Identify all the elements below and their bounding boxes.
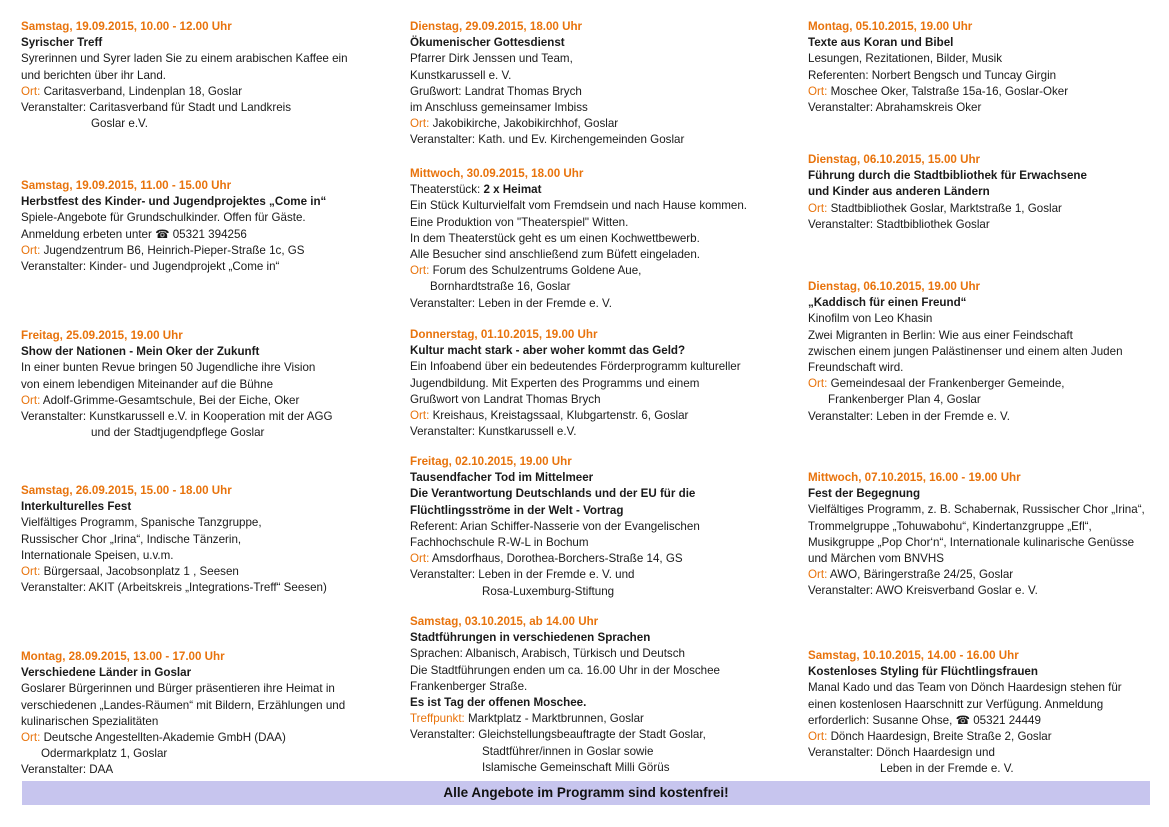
event-location: Ort: Caritasverband, Lindenplan 18, Goslar: [21, 84, 243, 98]
event-fest-der-begegnung: [808, 470, 1153, 600]
location-label: Ort:: [808, 568, 828, 582]
event-organizer: Veranstalter: Leben in der Fremde e. V.: [808, 409, 1010, 423]
event-desc: Grußwort von Landrat Thomas Brych: [410, 392, 601, 406]
event-organizer: Veranstalter: Dönch Haardesign und: [808, 746, 995, 760]
event-location: Ort: Deutsche Angestellten-Akademie GmbH (DAA): [21, 731, 286, 745]
event-desc: Kinofilm von Leo Khasin: [808, 312, 933, 326]
event-title: Texte aus Koran und Bibel: [808, 36, 954, 50]
event-date: Montag, 05.10.2015, 19.00 Uhr: [808, 20, 973, 33]
event-syrischer-treff: [21, 19, 371, 132]
event-date: Montag, 28.09.2015, 13.00 - 17.00 Uhr: [21, 650, 225, 663]
event-organizer: Veranstalter: Abrahamskreis Oker: [808, 101, 982, 115]
event-show-der-nationen: [21, 328, 371, 441]
event-subtitle: Die Verantwortung Deutschlands und der EU für die: [410, 487, 696, 501]
event-desc: im Anschluss gemeinsamer Imbiss: [410, 101, 588, 115]
location-label: Ort:: [808, 377, 828, 391]
event-date: Samstag, 03.10.2015, ab 14.00 Uhr: [410, 615, 599, 628]
event-location: Ort: Forum des Schulzentrums Goldene Aue,: [410, 264, 642, 278]
event-organizer-cont: Rosa-Luxemburg-Stiftung: [482, 584, 615, 598]
event-desc: und Märchen vom BNVHS: [808, 552, 944, 566]
event-desc: von einem lebendigen Miteinander auf die Bühne: [21, 377, 274, 391]
event-herbstfest: [21, 178, 371, 275]
event-gottesdienst: [410, 19, 780, 149]
event-organizer: Veranstalter: AKIT (Arbeitskreis „Integrations-Treff“ Seesen): [21, 581, 327, 595]
event-location: Ort: Gemeindesaal der Frankenberger Gemeinde,: [808, 377, 1065, 391]
event-organizer: Veranstalter: Kath. und Ev. Kirchengemeinden Goslar: [410, 133, 685, 147]
event-desc: Pfarrer Dirk Jenssen und Team,: [410, 52, 573, 66]
event-desc: Syrerinnen und Syrer laden Sie zu einem arabischen Kaffee ein: [21, 52, 348, 66]
event-organizer: Veranstalter: Leben in der Fremde e. V. und: [410, 568, 635, 582]
event-desc: In einer bunten Revue bringen 50 Jugendliche ihre Vision: [21, 361, 316, 375]
event-desc: Freundschaft wird.: [808, 361, 904, 375]
event-location: Ort: Stadtbibliothek Goslar, Marktstraße 1, Goslar: [808, 201, 1062, 215]
event-organizer: Veranstalter: Kunstkarussell e.V. in Kooperation mit der AGG: [21, 410, 333, 424]
event-title: Syrischer Treff: [21, 36, 103, 50]
location-label: Ort:: [808, 730, 828, 744]
location-label: Ort:: [21, 243, 41, 257]
event-location-cont: Bornhardtstraße 16, Goslar: [430, 280, 571, 294]
event-desc: Russischer Chor „Irina“, Indische Tänzerin,: [21, 532, 242, 546]
event-organizer-cont: und der Stadtjugendpflege Goslar: [91, 426, 265, 440]
location-label: Ort:: [808, 84, 828, 98]
event-desc: Eine Produktion von "Theaterspiel" Witten.: [410, 215, 629, 229]
event-desc: Grußwort: Landrat Thomas Brych: [410, 84, 582, 98]
event-desc: Vielfältiges Programm, Spanische Tanzgruppe,: [21, 516, 262, 530]
event-desc: zwischen einem jungen Palästinenser und einem alten Juden: [808, 344, 1123, 358]
event-desc: Sprachen: Albanisch, Arabisch, Türkisch und Deutsch: [410, 647, 685, 661]
event-date: Dienstag, 06.10.2015, 15.00 Uhr: [808, 153, 981, 166]
event-desc: Spiele-Angebote für Grundschulkinder. Offen für Gäste.: [21, 211, 306, 225]
location-label: Ort:: [410, 552, 430, 566]
event-title: Ökumenischer Gottesdienst: [410, 36, 565, 50]
event-title: Stadtführungen in verschiedenen Sprachen: [410, 631, 651, 645]
event-koran-und-bibel: [808, 19, 1153, 116]
event-desc: Trommelgruppe „Tohuwabohu“, Kindertanzgruppe „Efl“,: [808, 519, 1092, 533]
event-desc: Vielfältiges Programm, z. B. Schabernak, Russischer Chor „Irina“,: [808, 503, 1145, 517]
event-stadtfuehrungen: [410, 614, 780, 776]
event-title: Fest der Begegnung: [808, 487, 921, 501]
event-location: Ort: Jugendzentrum B6, Heinrich-Pieper-Straße 1c, GS: [21, 243, 305, 257]
event-styling: [808, 648, 1153, 778]
event-desc: verschiedenen „Landes-Räumen“ mit Bildern, Erzählungen und: [21, 698, 346, 712]
event-location-cont: Frankenberger Plan 4, Goslar: [828, 393, 981, 407]
event-desc: Referenten: Norbert Bengsch und Tuncay Girgin: [808, 68, 1057, 82]
event-location: Ort: Dönch Haardesign, Breite Straße 2, Goslar: [808, 730, 1052, 744]
event-desc: Goslarer Bürgerinnen und Bürger präsentieren ihre Heimat in: [21, 682, 335, 696]
event-location: Ort: Moschee Oker, Talstraße 15a-16, Goslar-Oker: [808, 84, 1069, 98]
event-location: Treffpunkt: Marktplatz - Marktbrunnen, Goslar: [410, 712, 644, 726]
event-title: Verschiedene Länder in Goslar: [21, 666, 192, 680]
event-date: Mittwoch, 30.09.2015, 18.00 Uhr: [410, 167, 584, 180]
event-highlight: Es ist Tag der offenen Moschee.: [410, 696, 587, 710]
event-title: Interkulturelles Fest: [21, 500, 132, 514]
event-desc: In dem Theaterstück geht es um einen Kochwettbewerb.: [410, 231, 700, 245]
location-label: Ort:: [808, 201, 828, 215]
event-organizer-cont: Leben in der Fremde e. V.: [880, 762, 1014, 776]
event-interkulturelles-fest: [21, 483, 371, 596]
event-location: Ort: Kreishaus, Kreistagssaal, Klubgartenstr. 6, Goslar: [410, 409, 689, 423]
event-title: „Kaddisch für einen Freund“: [808, 296, 967, 310]
location-label: Treffpunkt:: [410, 712, 465, 726]
event-desc: Zwei Migranten in Berlin: Wie aus einer Feindschaft: [808, 328, 1073, 342]
event-title: Tausendfacher Tod im Mittelmeer: [410, 471, 594, 485]
event-desc: Die Stadtführungen enden um ca. 16.00 Uhr in der Moschee: [410, 663, 721, 677]
event-organizer: Veranstalter: Kunstkarussell e.V.: [410, 425, 577, 439]
event-location: Ort: Adolf-Grimme-Gesamtschule, Bei der Eiche, Oker: [21, 393, 300, 407]
event-date: Samstag, 19.09.2015, 10.00 - 12.00 Uhr: [21, 20, 232, 33]
event-desc: Ein Infoabend über ein bedeutendes Förderprogramm kultureller: [410, 360, 741, 374]
event-kultur-macht-stark: [410, 327, 780, 440]
event-desc: Jugendbildung. Mit Experten des Programms und einem: [410, 376, 700, 390]
event-title: Kultur macht stark - aber woher kommt das Geld?: [410, 344, 686, 358]
location-label: Ort:: [21, 565, 41, 579]
location-label: Ort:: [21, 393, 41, 407]
event-stadtbibliothek: [808, 152, 1153, 233]
event-date: Dienstag, 06.10.2015, 19.00 Uhr: [808, 280, 981, 293]
event-desc: Internationale Speisen, u.v.m.: [21, 548, 174, 562]
event-organizer-cont: Goslar e.V.: [91, 117, 148, 131]
event-date: Samstag, 19.09.2015, 11.00 - 15.00 Uhr: [21, 179, 232, 192]
event-2x-heimat: [410, 166, 780, 312]
event-subtitle: Flüchtlingsströme in der Welt - Vortrag: [410, 503, 624, 517]
event-date: Mittwoch, 07.10.2015, 16.00 - 19.00 Uhr: [808, 471, 1021, 484]
event-date: Samstag, 10.10.2015, 14.00 - 16.00 Uhr: [808, 649, 1019, 662]
event-desc: erforderlich: Susanne Ohse, ☎ 05321 24449: [808, 713, 1041, 727]
event-date: Donnerstag, 01.10.2015, 19.00 Uhr: [410, 328, 598, 341]
event-desc: Manal Kado und das Team von Dönch Haardesign stehen für: [808, 681, 1122, 695]
event-title: Show der Nationen - Mein Oker der Zukunft: [21, 345, 260, 359]
event-organizer: Veranstalter: DAA: [21, 763, 114, 777]
event-desc: Lesungen, Rezitationen, Bilder, Musik: [808, 52, 1002, 66]
location-label: Ort:: [410, 409, 430, 423]
event-desc: Kunstkarussell e. V.: [410, 68, 512, 82]
event-location: Ort: Jakobikirche, Jakobikirchhof, Goslar: [410, 117, 619, 131]
event-desc: Anmeldung erbeten unter ☎ 05321 394256: [21, 227, 247, 241]
event-title: Kostenloses Styling für Flüchtlingsfrauen: [808, 665, 1038, 679]
event-title: Herbstfest des Kinder- und Jugendprojektes „Come in“: [21, 195, 327, 209]
event-desc: und berichten über ihr Land.: [21, 68, 167, 82]
event-desc: Musikgruppe „Pop Chor‘n“, Internationale kulinarische Genüsse: [808, 535, 1135, 549]
event-desc: Fachhochschule R-W-L in Bochum: [410, 536, 589, 550]
event-location: Ort: Bürgersaal, Jacobsonplatz 1 , Seesen: [21, 565, 239, 579]
event-date: Dienstag, 29.09.2015, 18.00 Uhr: [410, 20, 583, 33]
event-organizer-cont: Islamische Gemeinschaft Milli Görüs: [482, 760, 670, 774]
event-tod-im-mittelmeer: [410, 454, 780, 600]
event-date: Freitag, 02.10.2015, 19.00 Uhr: [410, 455, 572, 468]
location-label: Ort:: [21, 84, 41, 98]
event-organizer: Veranstalter: Leben in der Fremde e. V.: [410, 296, 612, 310]
event-location: Ort: AWO, Bäringerstraße 24/25, Goslar: [808, 568, 1014, 582]
event-desc: einen kostenlosen Haarschnitt zur Verfügung. Anmeldung: [808, 697, 1104, 711]
location-label: Ort:: [410, 117, 430, 131]
event-title: Führung durch die Stadtbibliothek für Erwachsene: [808, 169, 1087, 183]
footer-banner: Alle Angebote im Programm sind kostenfrei!: [22, 781, 1150, 805]
event-title: Theaterstück: 2 x Heimat: [410, 183, 542, 197]
event-location: Ort: Amsdorfhaus, Dorothea-Borchers-Straße 14, GS: [410, 552, 683, 566]
event-subtitle: und Kinder aus anderen Ländern: [808, 185, 990, 199]
event-location-cont: Odermarkplatz 1, Goslar: [41, 747, 168, 761]
event-desc: Frankenberger Straße.: [410, 679, 528, 693]
event-date: Freitag, 25.09.2015, 19.00 Uhr: [21, 329, 183, 342]
location-label: Ort:: [21, 731, 41, 745]
event-desc: Alle Besucher sind anschließend zum Büfett eingeladen.: [410, 248, 701, 262]
event-desc: Referent: Arian Schiffer-Nasserie von der Evangelischen: [410, 519, 700, 533]
event-organizer: Veranstalter: Kinder- und Jugendprojekt „Come in“: [21, 260, 280, 274]
event-date: Samstag, 26.09.2015, 15.00 - 18.00 Uhr: [21, 484, 232, 497]
event-kaddisch: [808, 279, 1153, 425]
event-desc: kulinarischen Spezialitäten: [21, 714, 159, 728]
event-verschiedene-laender: [21, 649, 371, 779]
event-desc: Ein Stück Kulturvielfalt vom Fremdsein und nach Hause kommen.: [410, 199, 748, 213]
event-organizer: Veranstalter: AWO Kreisverband Goslar e. V.: [808, 584, 1038, 598]
location-label: Ort:: [410, 264, 430, 278]
event-organizer: Veranstalter: Stadtbibliothek Goslar: [808, 217, 990, 231]
event-organizer: Veranstalter: Gleichstellungsbeauftragte der Stadt Goslar,: [410, 728, 706, 742]
event-organizer: Veranstalter: Caritasverband für Stadt und Landkreis: [21, 101, 292, 115]
event-organizer-cont: Stadtführer/innen in Goslar sowie: [482, 744, 654, 758]
